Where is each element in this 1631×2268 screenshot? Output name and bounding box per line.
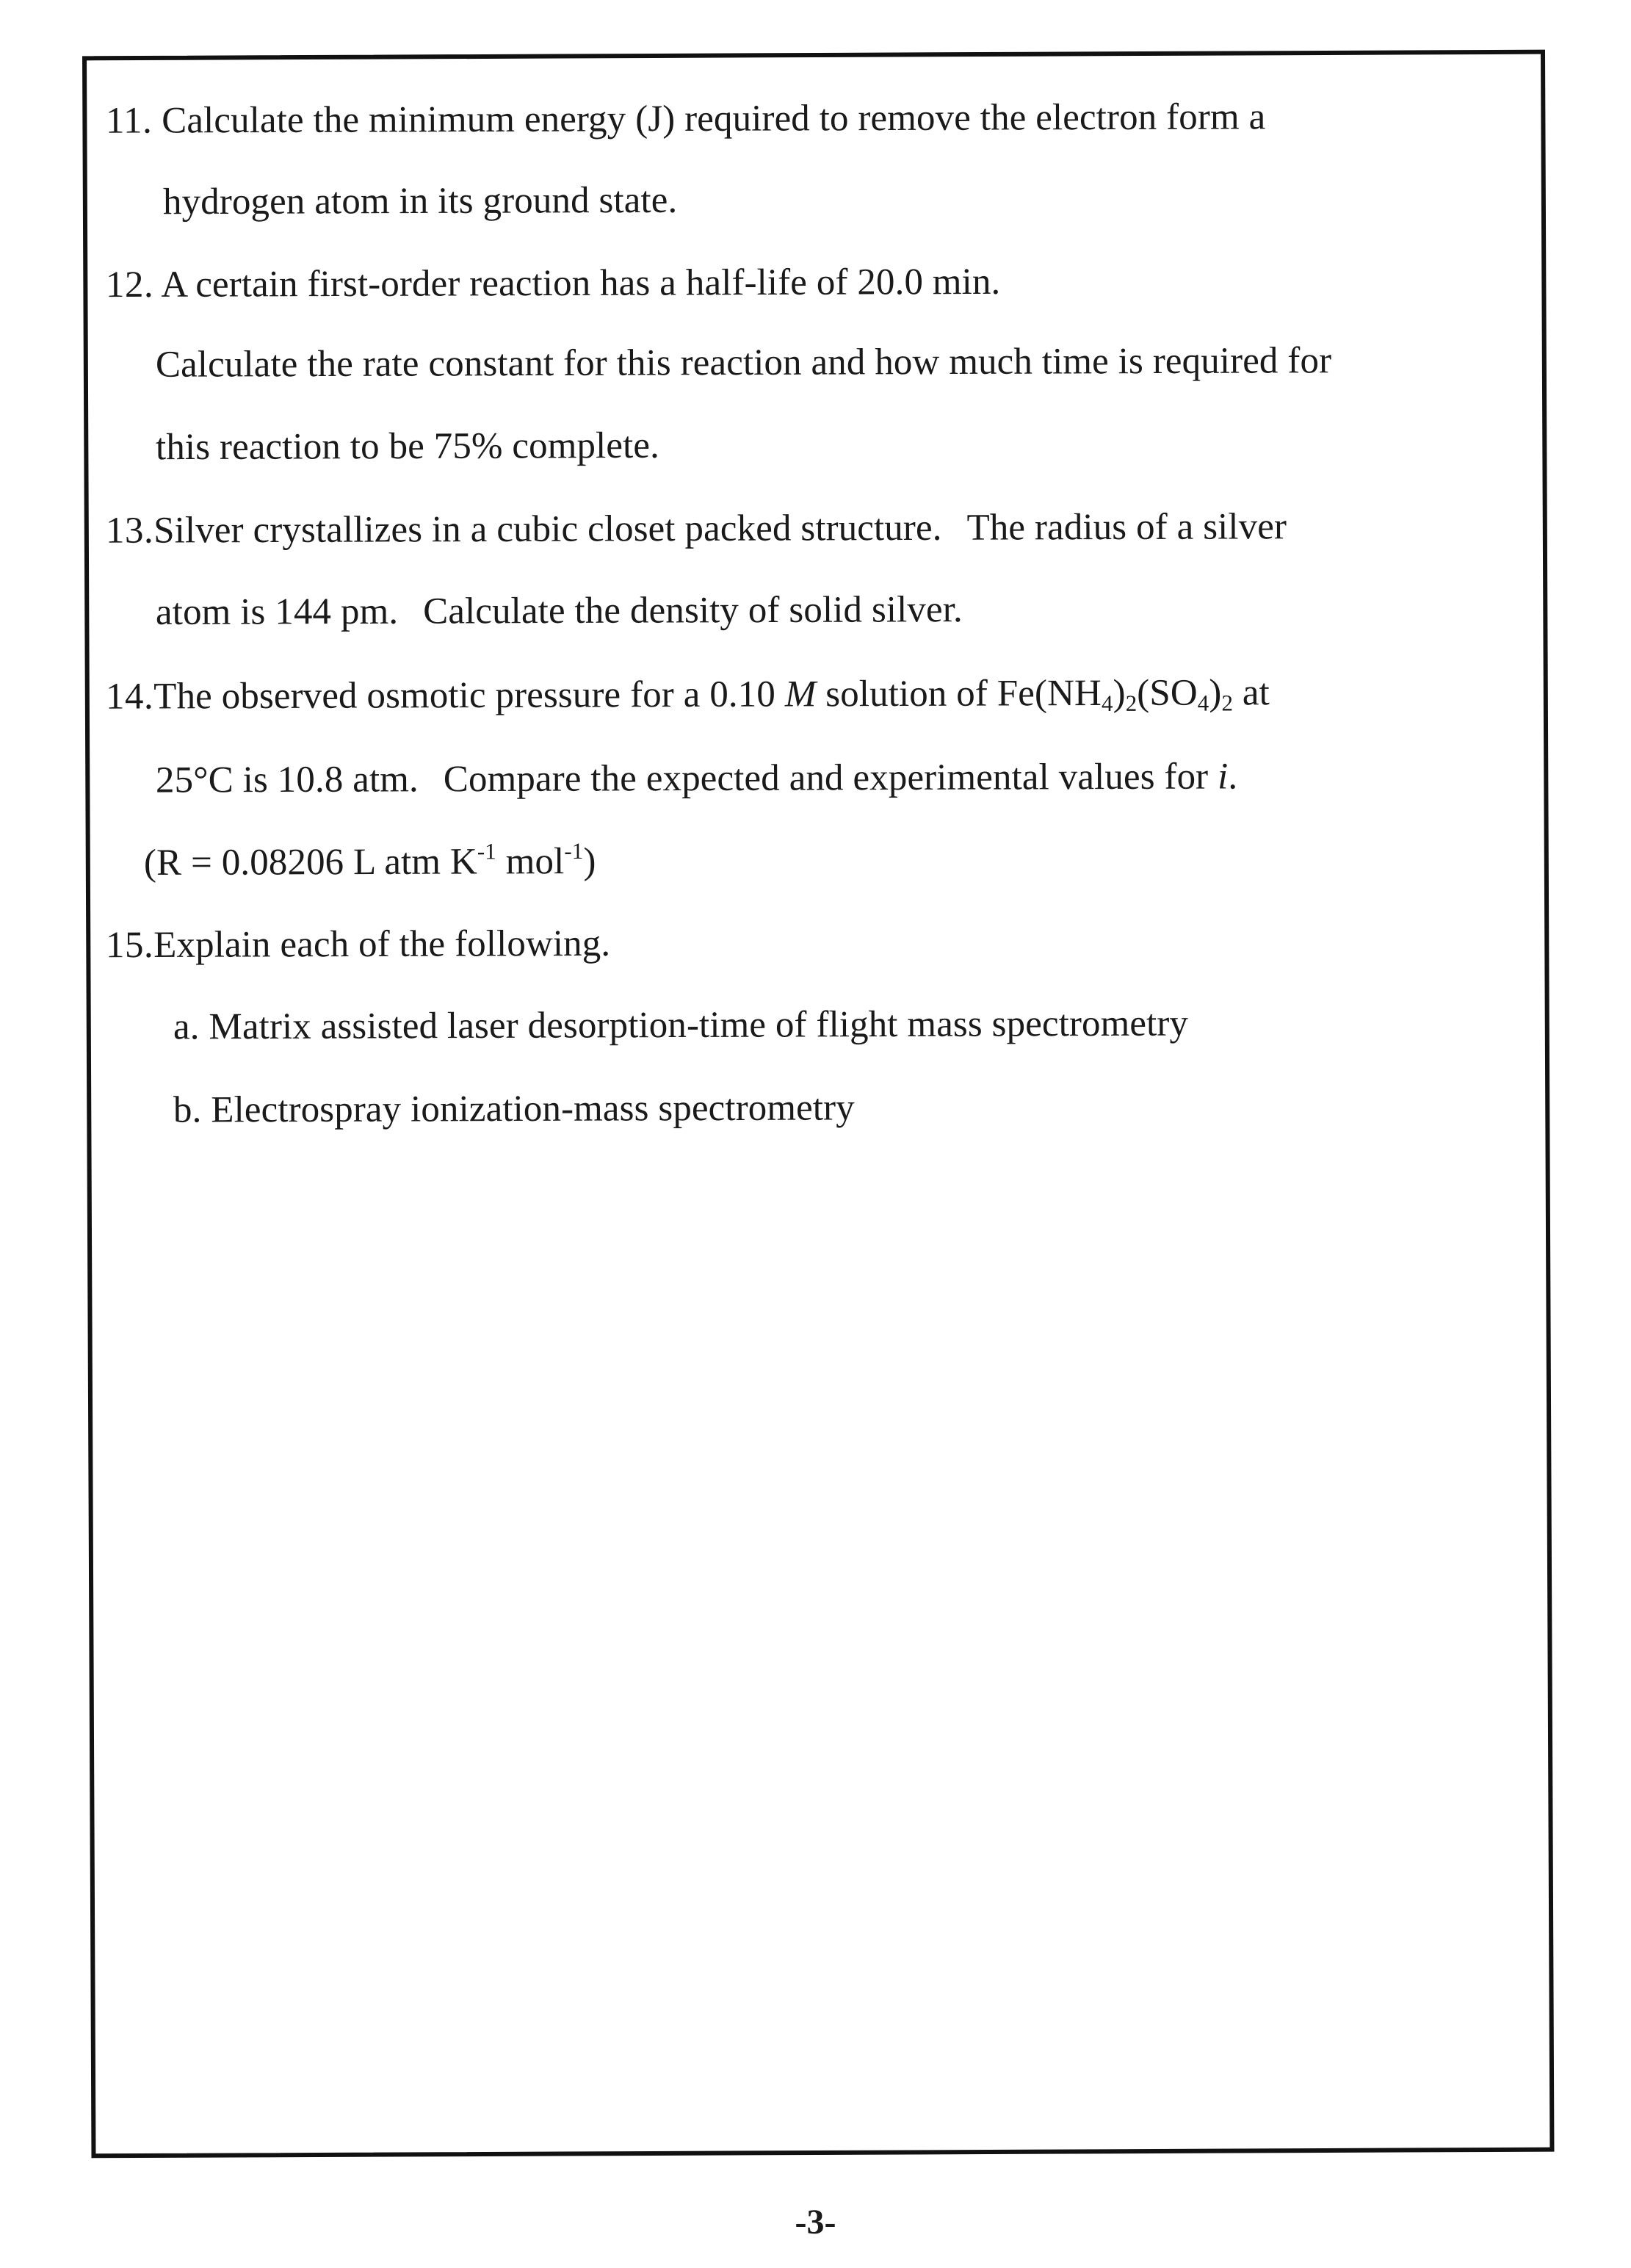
question-12-line-3 [156, 424, 659, 469]
question-14-line-3 [144, 839, 596, 885]
question-11-text: Calculate the minimum energy (J) required to remove the electron form a [162, 96, 1266, 142]
question-14-text-prefix: The observed osmotic pressure for a 0.10 [153, 673, 785, 718]
question-12-text-cont: Calculate the rate constant for this reaction and how much time is required for [155, 340, 1332, 386]
question-11-line-1 [106, 95, 1265, 143]
question-14-line-2 [156, 754, 1237, 802]
question-14-period: . [1228, 756, 1238, 798]
question-15-number: 15. [105, 924, 154, 967]
question-11-text-cont: hydrogen atom in its ground state. [162, 179, 678, 223]
question-14-text-compare: Compare the expected and experimental values for [443, 756, 1218, 801]
question-12-line-1 [106, 260, 1001, 307]
gas-constant-mol: mol [496, 841, 565, 883]
formula-open-sulfate: (SO [1137, 672, 1198, 714]
question-12-text: A certain first-order reaction has a half-life of 20.0 min. [161, 261, 1001, 306]
formula-subscript-1: 4 [1101, 690, 1113, 717]
question-14-text-temp: 25°C is 10.8 atm. [155, 759, 419, 801]
gas-constant-superscript-1: -1 [477, 838, 496, 864]
question-14-line-1 [106, 671, 1270, 719]
question-13-line-2 [156, 588, 963, 635]
question-14-text-suffix: at [1232, 672, 1270, 714]
formula-subscript-2: 2 [1125, 690, 1138, 716]
question-15-line-1 [106, 922, 610, 967]
question-11-number: 11. [105, 100, 153, 142]
question-13-line-1 [106, 505, 1287, 553]
question-14-formula-start: solution of Fe(NH [816, 673, 1102, 715]
question-15-item-b-text: b. Electrospray ionization-mass spectrometry [173, 1087, 855, 1131]
question-13-number: 13. [105, 510, 154, 552]
page-number: -3- [795, 2203, 836, 2242]
gas-constant-superscript-2: -1 [564, 837, 584, 864]
question-12-text-cont-2: this reaction to be 75% complete. [155, 425, 660, 469]
gas-constant-prefix: (R = 0.08206 L atm K [143, 841, 477, 884]
gas-constant-suffix: ) [583, 840, 596, 882]
molarity-symbol: M [784, 673, 817, 715]
question-13-text-c: atom is 144 pm. [155, 591, 399, 633]
question-12-number: 12. [105, 264, 154, 306]
formula-subscript-4: 2 [1221, 690, 1234, 716]
formula-subscript-3: 4 [1197, 690, 1209, 716]
question-14-number: 14. [105, 676, 154, 718]
question-15-text: Explain each of the following. [153, 922, 611, 966]
formula-close-paren-2: ) [1209, 672, 1222, 714]
question-15-item-a [173, 1002, 1188, 1050]
question-12-line-2 [156, 339, 1331, 387]
question-13-text-d: Calculate the density of solid silver. [423, 589, 963, 632]
vant-hoff-symbol: i [1217, 756, 1229, 798]
formula-close-paren-1: ) [1113, 672, 1126, 714]
question-13-text-a: Silver crystallizes in a cubic closet packed structure. [153, 507, 942, 552]
question-11-line-2 [163, 178, 678, 224]
question-15-item-b [173, 1086, 855, 1132]
question-13-text-b: The radius of a silver [966, 506, 1287, 549]
question-15-item-a-text: a. Matrix assisted laser desorption-time of flight mass spectrometry [173, 1003, 1189, 1048]
